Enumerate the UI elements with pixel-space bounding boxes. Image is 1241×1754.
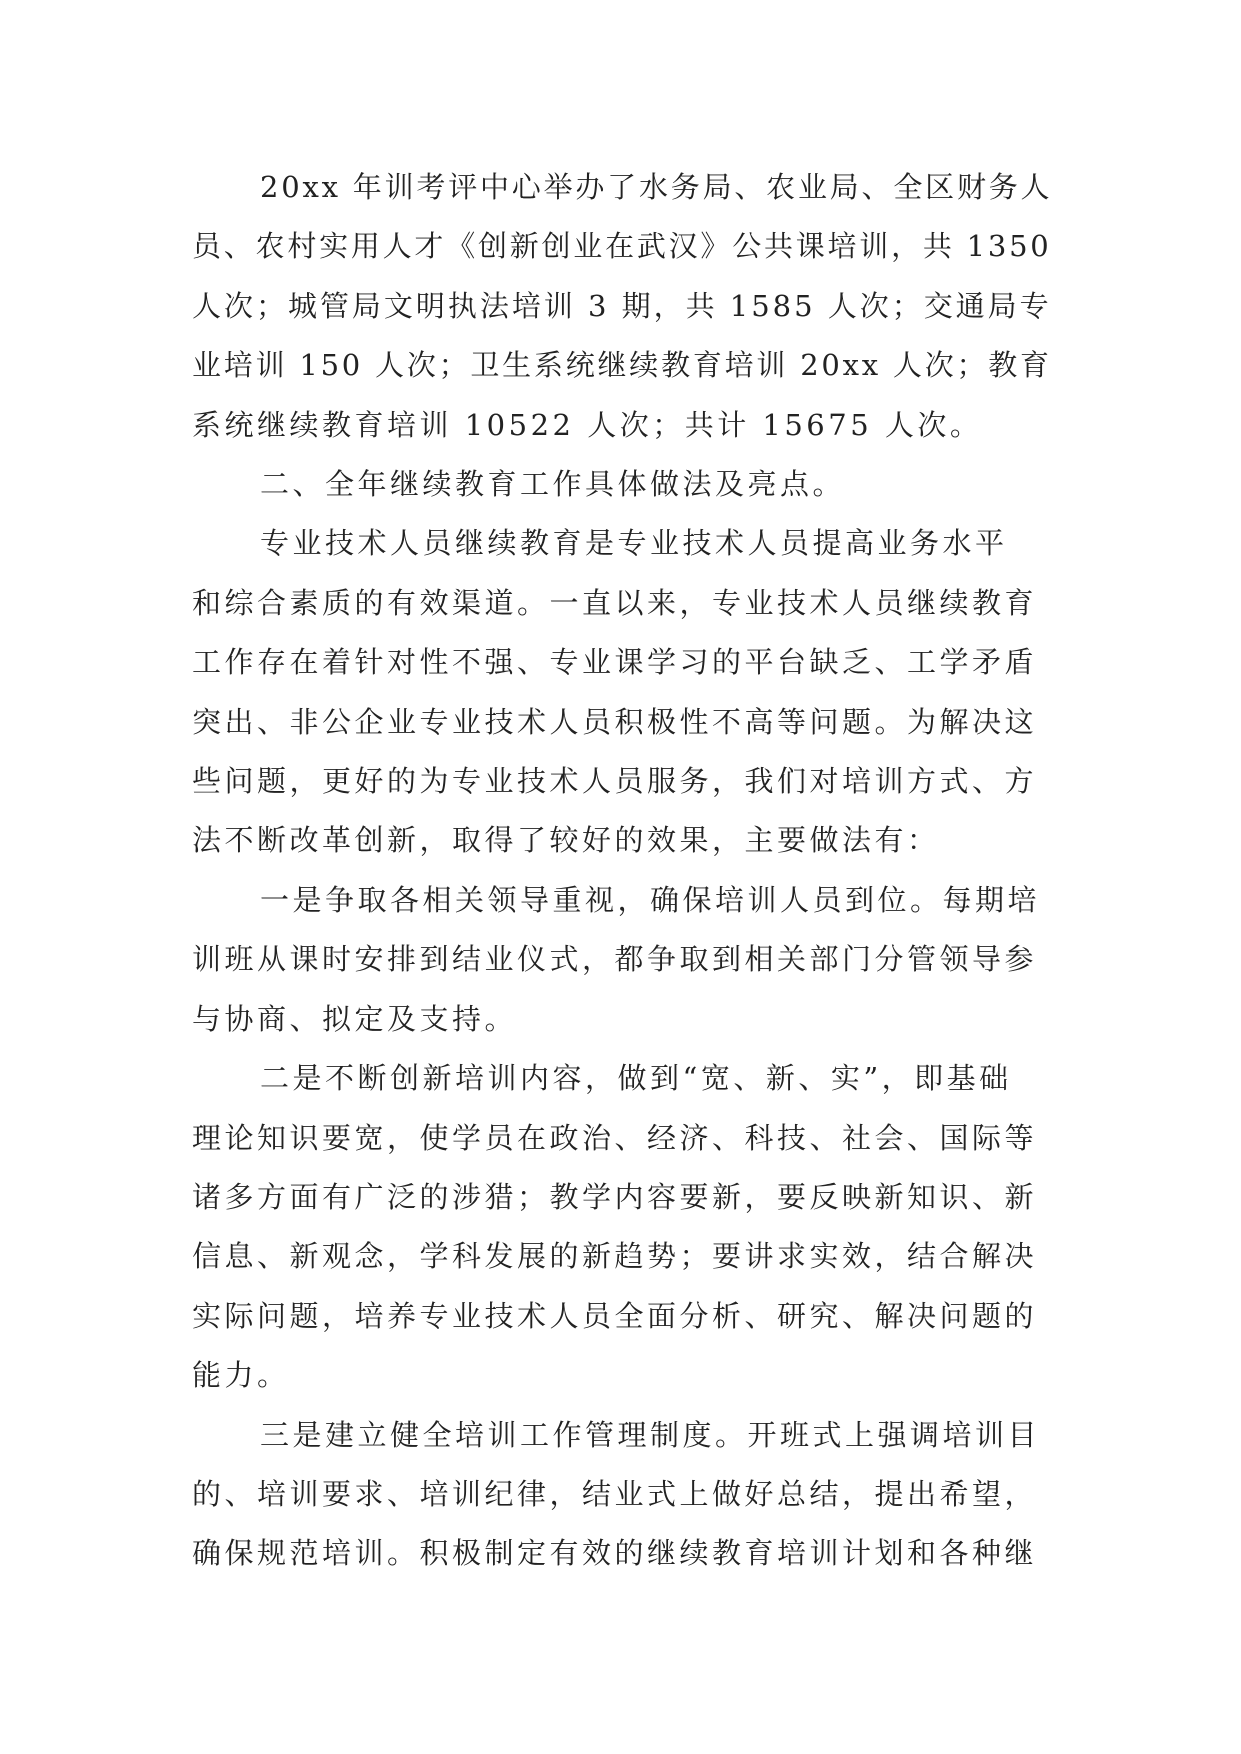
text-line: 信息、新观念，学科发展的新趋势；要讲求实效，结合解决 xyxy=(192,1239,1038,1274)
text-line: 些问题，更好的为专业技术人员服务，我们对培训方式、方 xyxy=(192,764,1038,799)
text-line: 和综合素质的有效渠道。一直以来，专业技术人员继续教育 xyxy=(192,585,1038,620)
text-line: 法不断改革创新，取得了较好的效果，主要做法有： xyxy=(192,823,940,858)
text-line: 人次；城管局文明执法培训 3 期，共 1585 人次；交通局专 xyxy=(192,288,1052,323)
text-line: 能力。 xyxy=(192,1358,290,1393)
text-line: 训班从课时安排到结业仪式，都争取到相关部门分管领导参 xyxy=(192,942,1038,977)
text-line: 一是争取各相关领导重视，确保培训人员到位。每期培 xyxy=(260,882,1041,917)
text-line: 二是不断创新培训内容，做到“宽、新、实”，即基础 xyxy=(260,1061,1012,1096)
text-line: 三是建立健全培训工作管理制度。开班式上强调培训目 xyxy=(260,1417,1041,1452)
text-line: 员、农村实用人才《创新创业在武汉》公共课培训，共 1350 xyxy=(192,229,1052,264)
paragraph-intro xyxy=(192,514,1052,870)
text-line: 理论知识要宽，使学员在政治、经济、科技、社会、国际等 xyxy=(192,1120,1038,1155)
text-line: 诸多方面有广泛的涉猎；教学内容要新，要反映新知识、新 xyxy=(192,1179,1038,1214)
section-heading xyxy=(192,455,1052,514)
text-line: 20xx 年训考评中心举办了水务局、农业局、全区财务人 xyxy=(260,170,1053,204)
text-line: 二、全年继续教育工作具体做法及亮点。 xyxy=(260,467,846,502)
paragraph-point-one xyxy=(192,871,1052,1049)
text-line: 与协商、拟定及支持。 xyxy=(192,1001,518,1036)
text-line: 工作存在着针对性不强、专业课学习的平台缺乏、工学矛盾 xyxy=(192,645,1038,680)
text-line: 确保规范培训。积极制定有效的继续教育培训计划和各种继 xyxy=(192,1536,1038,1571)
text-line: 业培训 150 人次；卫生系统继续教育培训 20xx 人次；教育 xyxy=(192,348,1052,383)
paragraph-point-two xyxy=(192,1049,1052,1405)
text-line: 实际问题，培养专业技术人员全面分析、研究、解决问题的 xyxy=(192,1298,1038,1333)
paragraph-point-three xyxy=(192,1406,1052,1584)
paragraph-training-statistics xyxy=(192,158,1052,455)
text-line: 突出、非公企业专业技术人员积极性不高等问题。为解决这 xyxy=(192,704,1038,739)
text-line: 系统继续教育培训 10522 人次；共计 15675 人次。 xyxy=(192,407,983,442)
text-line: 专业技术人员继续教育是专业技术人员提高业务水平 xyxy=(260,526,1008,561)
text-line: 的、培训要求、培训纪律，结业式上做好总结，提出希望， xyxy=(192,1476,1038,1511)
document-body xyxy=(192,158,1052,1584)
